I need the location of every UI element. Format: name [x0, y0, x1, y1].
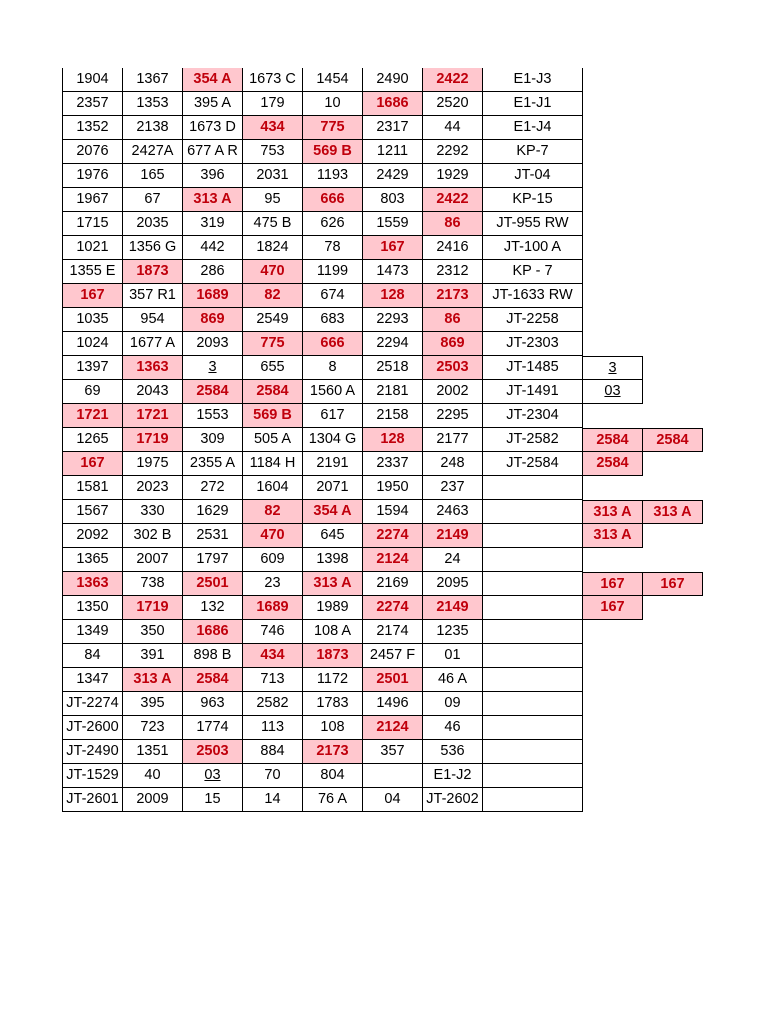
table-cell[interactable]: 738: [122, 572, 183, 596]
table-cell[interactable]: 2035: [122, 212, 183, 236]
table-cell[interactable]: [482, 596, 583, 620]
table-cell[interactable]: 1304 G: [302, 428, 363, 452]
table-row: [62, 404, 707, 428]
table-cell[interactable]: JT-1633 RW: [482, 284, 583, 308]
table-cell[interactable]: JT-04: [482, 164, 583, 188]
table-cell[interactable]: 1689: [182, 284, 243, 308]
table-cell[interactable]: 1594: [362, 500, 423, 524]
table-cell[interactable]: 2520: [422, 92, 483, 116]
table-cell[interactable]: 1035: [62, 308, 123, 332]
table-cell[interactable]: 2173: [302, 740, 363, 764]
table-row: [62, 476, 707, 500]
table-row: [62, 68, 707, 92]
table-cell[interactable]: 2457 F: [362, 644, 423, 668]
table-cell[interactable]: 2294: [362, 332, 423, 356]
table-cell[interactable]: 2149: [422, 596, 483, 620]
table-cell[interactable]: 2429: [362, 164, 423, 188]
table-cell[interactable]: 395: [122, 692, 183, 716]
table-cell[interactable]: 3: [182, 356, 243, 380]
table-cell[interactable]: 1719: [122, 596, 183, 620]
table-cell[interactable]: 1356 G: [122, 236, 183, 260]
table-cell[interactable]: 1581: [62, 476, 123, 500]
table-cell[interactable]: 1604: [242, 476, 303, 500]
table-cell[interactable]: 2295: [422, 404, 483, 428]
table-cell[interactable]: 1398: [302, 548, 363, 572]
table-cell[interactable]: 1397: [62, 356, 123, 380]
table-cell[interactable]: 1021: [62, 236, 123, 260]
table-cell[interactable]: 09: [422, 692, 483, 716]
table-cell[interactable]: JT-2600: [62, 716, 123, 740]
table-cell[interactable]: 2584: [582, 452, 643, 476]
table-cell[interactable]: [482, 548, 583, 572]
table-cell[interactable]: 2501: [182, 572, 243, 596]
table-cell[interactable]: 357 R1: [122, 284, 183, 308]
table-cell[interactable]: [482, 500, 583, 524]
table-cell[interactable]: 470: [242, 524, 303, 548]
table-row: [62, 716, 707, 740]
table-cell[interactable]: 1199: [302, 260, 363, 284]
table-cell[interactable]: JT-100 A: [482, 236, 583, 260]
table-row: [62, 788, 707, 812]
table-cell[interactable]: 2293: [362, 308, 423, 332]
table-cell[interactable]: 655: [242, 356, 303, 380]
table-cell[interactable]: 869: [182, 308, 243, 332]
table-cell[interactable]: 1629: [182, 500, 243, 524]
table-cell[interactable]: 248: [422, 452, 483, 476]
table-row: [62, 572, 707, 596]
table-cell[interactable]: 8: [302, 356, 363, 380]
table-row: [62, 740, 707, 764]
table-cell[interactable]: 167: [62, 452, 123, 476]
table-cell[interactable]: 2177: [422, 428, 483, 452]
table-cell[interactable]: 2191: [302, 452, 363, 476]
table-cell[interactable]: E1-J2: [422, 764, 483, 788]
table-cell[interactable]: JT-2258: [482, 308, 583, 332]
table-cell[interactable]: 626: [302, 212, 363, 236]
table-cell[interactable]: [482, 644, 583, 668]
table-cell[interactable]: JT-2303: [482, 332, 583, 356]
table-cell[interactable]: 1567: [62, 500, 123, 524]
table-cell[interactable]: 2337: [362, 452, 423, 476]
table-cell[interactable]: 1824: [242, 236, 303, 260]
table-row: [62, 692, 707, 716]
table-cell[interactable]: [482, 764, 583, 788]
table-cell[interactable]: 2422: [422, 68, 483, 92]
table-cell[interactable]: 505 A: [242, 428, 303, 452]
table-cell[interactable]: 76 A: [302, 788, 363, 812]
table-cell[interactable]: [482, 716, 583, 740]
table-cell[interactable]: 24: [422, 548, 483, 572]
table-cell[interactable]: 165: [122, 164, 183, 188]
table-cell[interactable]: 2076: [62, 140, 123, 164]
table-cell[interactable]: 391: [122, 644, 183, 668]
table-cell[interactable]: 803: [362, 188, 423, 212]
table-cell[interactable]: 357: [362, 740, 423, 764]
table-cell[interactable]: 1689: [242, 596, 303, 620]
table-cell[interactable]: 14: [242, 788, 303, 812]
table-cell[interactable]: 46 A: [422, 668, 483, 692]
table-cell[interactable]: 2092: [62, 524, 123, 548]
table-cell[interactable]: 350: [122, 620, 183, 644]
table-row: [62, 308, 707, 332]
table-cell[interactable]: 666: [302, 332, 363, 356]
table-cell[interactable]: JT-2601: [62, 788, 123, 812]
table-cell[interactable]: 1352: [62, 116, 123, 140]
table-cell[interactable]: 2422: [422, 188, 483, 212]
table-cell[interactable]: 330: [122, 500, 183, 524]
table-cell[interactable]: 1349: [62, 620, 123, 644]
table-cell[interactable]: JT-2602: [422, 788, 483, 812]
table-cell[interactable]: 70: [242, 764, 303, 788]
table-cell[interactable]: 2071: [302, 476, 363, 500]
table-row: [62, 452, 707, 476]
table-cell[interactable]: 1024: [62, 332, 123, 356]
table-cell[interactable]: 569 B: [242, 404, 303, 428]
table-cell[interactable]: 898 B: [182, 644, 243, 668]
table-cell[interactable]: 2584: [242, 380, 303, 404]
table-cell[interactable]: 713: [242, 668, 303, 692]
table-cell[interactable]: 313 A: [122, 668, 183, 692]
table-cell[interactable]: 179: [242, 92, 303, 116]
table-cell[interactable]: 1265: [62, 428, 123, 452]
table-cell[interactable]: 1721: [122, 404, 183, 428]
table-cell[interactable]: 313 A: [642, 500, 703, 524]
table-cell[interactable]: JT-1491: [482, 380, 583, 404]
table-cell[interactable]: 2138: [122, 116, 183, 140]
table-cell[interactable]: 2292: [422, 140, 483, 164]
table-cell[interactable]: 1365: [62, 548, 123, 572]
table-cell[interactable]: 1873: [122, 260, 183, 284]
table-row: [62, 500, 707, 524]
table-row: [62, 644, 707, 668]
table-cell[interactable]: 617: [302, 404, 363, 428]
table-cell[interactable]: 2531: [182, 524, 243, 548]
table-cell[interactable]: 1783: [302, 692, 363, 716]
table-cell[interactable]: 237: [422, 476, 483, 500]
table-cell[interactable]: 2031: [242, 164, 303, 188]
table-cell[interactable]: 2093: [182, 332, 243, 356]
table-row: [62, 332, 707, 356]
table-cell[interactable]: 3: [582, 356, 643, 380]
table-cell[interactable]: 434: [242, 116, 303, 140]
table-cell[interactable]: 1967: [62, 188, 123, 212]
table-cell[interactable]: JT-1485: [482, 356, 583, 380]
table-cell[interactable]: 132: [182, 596, 243, 620]
table-cell[interactable]: 2007: [122, 548, 183, 572]
table-cell[interactable]: 128: [362, 284, 423, 308]
table-cell[interactable]: [482, 524, 583, 548]
table-cell[interactable]: 775: [242, 332, 303, 356]
table-cell[interactable]: 2009: [122, 788, 183, 812]
table-cell[interactable]: 2503: [182, 740, 243, 764]
table-cell[interactable]: JT-1529: [62, 764, 123, 788]
table-cell[interactable]: JT-2274: [62, 692, 123, 716]
table-cell[interactable]: 69: [62, 380, 123, 404]
table-cell[interactable]: 302 B: [122, 524, 183, 548]
table-cell[interactable]: 2416: [422, 236, 483, 260]
table-cell[interactable]: 2002: [422, 380, 483, 404]
table-cell[interactable]: 470: [242, 260, 303, 284]
table-cell[interactable]: 46: [422, 716, 483, 740]
table-cell[interactable]: [482, 740, 583, 764]
table-cell[interactable]: 82: [242, 500, 303, 524]
table-row: [62, 596, 707, 620]
table-cell[interactable]: E1-J4: [482, 116, 583, 140]
table-cell[interactable]: KP - 7: [482, 260, 583, 284]
table-cell[interactable]: 475 B: [242, 212, 303, 236]
table-cell[interactable]: 286: [182, 260, 243, 284]
table-cell[interactable]: 775: [302, 116, 363, 140]
table-cell[interactable]: 113: [242, 716, 303, 740]
table-cell[interactable]: 1975: [122, 452, 183, 476]
table-cell[interactable]: 44: [422, 116, 483, 140]
table-cell[interactable]: 2584: [182, 380, 243, 404]
table-cell[interactable]: 2312: [422, 260, 483, 284]
table-cell[interactable]: 84: [62, 644, 123, 668]
table-row: [62, 668, 707, 692]
table-cell[interactable]: 1774: [182, 716, 243, 740]
table-cell[interactable]: 272: [182, 476, 243, 500]
table-row: [62, 356, 707, 380]
table-cell[interactable]: 723: [122, 716, 183, 740]
table-cell[interactable]: 2181: [362, 380, 423, 404]
table-cell[interactable]: 954: [122, 308, 183, 332]
table-cell[interactable]: 1686: [362, 92, 423, 116]
table-cell[interactable]: 2124: [362, 548, 423, 572]
table-cell[interactable]: 645: [302, 524, 363, 548]
table-row: [62, 164, 707, 188]
table-row: [62, 524, 707, 548]
table-cell[interactable]: 82: [242, 284, 303, 308]
table-cell[interactable]: 1235: [422, 620, 483, 644]
table-cell[interactable]: 2584: [642, 428, 703, 452]
table-cell[interactable]: 313 A: [182, 188, 243, 212]
table-row: [62, 188, 707, 212]
table-cell[interactable]: 128: [362, 428, 423, 452]
table-cell[interactable]: 1350: [62, 596, 123, 620]
table-cell[interactable]: 753: [242, 140, 303, 164]
table-row: [62, 380, 707, 404]
table-cell[interactable]: 1721: [62, 404, 123, 428]
table-cell[interactable]: 1673 D: [182, 116, 243, 140]
table-row: [62, 548, 707, 572]
table-cell[interactable]: 309: [182, 428, 243, 452]
table-cell[interactable]: 313 A: [582, 500, 643, 524]
table-cell[interactable]: [482, 620, 583, 644]
table-cell[interactable]: [482, 572, 583, 596]
table-cell[interactable]: JT-955 RW: [482, 212, 583, 236]
table-cell[interactable]: 1363: [62, 572, 123, 596]
table-cell[interactable]: 666: [302, 188, 363, 212]
table-row: [62, 140, 707, 164]
table-cell[interactable]: 2503: [422, 356, 483, 380]
table-cell[interactable]: 354 A: [302, 500, 363, 524]
table-cell[interactable]: 1715: [62, 212, 123, 236]
table-cell[interactable]: 2317: [362, 116, 423, 140]
table-cell[interactable]: 963: [182, 692, 243, 716]
table-cell[interactable]: 2355 A: [182, 452, 243, 476]
table-cell[interactable]: [482, 668, 583, 692]
table-cell[interactable]: 1184 H: [242, 452, 303, 476]
table-cell[interactable]: 95: [242, 188, 303, 212]
table-cell[interactable]: 569 B: [302, 140, 363, 164]
table-cell[interactable]: 2023: [122, 476, 183, 500]
table-cell[interactable]: 683: [302, 308, 363, 332]
table-cell[interactable]: [482, 692, 583, 716]
table-cell[interactable]: 108: [302, 716, 363, 740]
table-row: [62, 212, 707, 236]
table-cell[interactable]: JT-2584: [482, 452, 583, 476]
table-cell[interactable]: KP-7: [482, 140, 583, 164]
table-cell[interactable]: 78: [302, 236, 363, 260]
table-row: [62, 620, 707, 644]
table-cell[interactable]: 1560 A: [302, 380, 363, 404]
table-cell[interactable]: [482, 788, 583, 812]
table-cell[interactable]: 2549: [242, 308, 303, 332]
table-cell[interactable]: 1553: [182, 404, 243, 428]
table-cell[interactable]: 677 A R: [182, 140, 243, 164]
table-cell[interactable]: 67: [122, 188, 183, 212]
table-cell[interactable]: 1677 A: [122, 332, 183, 356]
table-cell[interactable]: 1673 C: [242, 68, 303, 92]
table-cell[interactable]: 04: [362, 788, 423, 812]
table-cell[interactable]: 86: [422, 308, 483, 332]
table-cell[interactable]: 1351: [122, 740, 183, 764]
table-cell[interactable]: 1797: [182, 548, 243, 572]
table-cell[interactable]: 396: [182, 164, 243, 188]
table-row: [62, 284, 707, 308]
table-cell[interactable]: KP-15: [482, 188, 583, 212]
table-cell[interactable]: 1496: [362, 692, 423, 716]
table-cell[interactable]: 434: [242, 644, 303, 668]
table-cell[interactable]: 869: [422, 332, 483, 356]
table-cell[interactable]: E1-J1: [482, 92, 583, 116]
table-cell[interactable]: 1211: [362, 140, 423, 164]
table-cell[interactable]: 1353: [122, 92, 183, 116]
table-cell[interactable]: 536: [422, 740, 483, 764]
table-cell[interactable]: 804: [302, 764, 363, 788]
table-cell[interactable]: 2274: [362, 524, 423, 548]
table-cell[interactable]: 1473: [362, 260, 423, 284]
table-cell[interactable]: JT-2582: [482, 428, 583, 452]
table-cell[interactable]: 10: [302, 92, 363, 116]
table-cell[interactable]: [362, 764, 423, 788]
table-cell[interactable]: 1347: [62, 668, 123, 692]
table-cell[interactable]: 2584: [182, 668, 243, 692]
table-cell[interactable]: 2043: [122, 380, 183, 404]
table-cell[interactable]: E1-J3: [482, 68, 583, 92]
table-cell[interactable]: 2124: [362, 716, 423, 740]
table-cell[interactable]: JT-2304: [482, 404, 583, 428]
table-cell[interactable]: 86: [422, 212, 483, 236]
table-cell[interactable]: 313 A: [302, 572, 363, 596]
table-cell[interactable]: 1904: [62, 68, 123, 92]
table-cell[interactable]: 2149: [422, 524, 483, 548]
table-cell[interactable]: [482, 476, 583, 500]
table-cell[interactable]: 1950: [362, 476, 423, 500]
table-cell[interactable]: 2501: [362, 668, 423, 692]
table-cell[interactable]: 2584: [582, 428, 643, 452]
table-cell[interactable]: 1719: [122, 428, 183, 452]
table-cell[interactable]: 01: [422, 644, 483, 668]
table-row: [62, 764, 707, 788]
table-cell[interactable]: 40: [122, 764, 183, 788]
table-cell[interactable]: 354 A: [182, 68, 243, 92]
table-cell[interactable]: 1873: [302, 644, 363, 668]
table-cell[interactable]: 03: [182, 764, 243, 788]
table-cell[interactable]: 1355 E: [62, 260, 123, 284]
table-cell[interactable]: 15: [182, 788, 243, 812]
table-row: [62, 428, 707, 452]
table-cell[interactable]: 2463: [422, 500, 483, 524]
table-cell[interactable]: 167: [582, 572, 643, 596]
table-cell[interactable]: 2490: [362, 68, 423, 92]
table-cell[interactable]: 2174: [362, 620, 423, 644]
table-cell[interactable]: 2427A: [122, 140, 183, 164]
table-cell[interactable]: 1367: [122, 68, 183, 92]
table-cell[interactable]: 2158: [362, 404, 423, 428]
table-cell[interactable]: 167: [362, 236, 423, 260]
table-cell[interactable]: 2582: [242, 692, 303, 716]
table-cell[interactable]: 1686: [182, 620, 243, 644]
table-cell[interactable]: 1929: [422, 164, 483, 188]
table-cell[interactable]: 167: [582, 596, 643, 620]
table-cell[interactable]: 2518: [362, 356, 423, 380]
table-cell[interactable]: 2169: [362, 572, 423, 596]
table-cell[interactable]: 1172: [302, 668, 363, 692]
table-row: [62, 236, 707, 260]
table-cell[interactable]: 2095: [422, 572, 483, 596]
table-cell[interactable]: 1989: [302, 596, 363, 620]
table-cell[interactable]: 1976: [62, 164, 123, 188]
table-cell[interactable]: 609: [242, 548, 303, 572]
table-cell[interactable]: JT-2490: [62, 740, 123, 764]
table-cell[interactable]: 746: [242, 620, 303, 644]
table-cell[interactable]: 1454: [302, 68, 363, 92]
table-cell[interactable]: 1559: [362, 212, 423, 236]
table-row: [62, 92, 707, 116]
table-row: [62, 260, 707, 284]
table-cell[interactable]: 884: [242, 740, 303, 764]
table-cell[interactable]: 313 A: [582, 524, 643, 548]
table-cell[interactable]: 108 A: [302, 620, 363, 644]
table-cell[interactable]: 442: [182, 236, 243, 260]
table-cell[interactable]: 2173: [422, 284, 483, 308]
table-cell[interactable]: 23: [242, 572, 303, 596]
table-cell[interactable]: 167: [642, 572, 703, 596]
table-row: [62, 116, 707, 140]
table-cell[interactable]: 2274: [362, 596, 423, 620]
table-cell[interactable]: 167: [62, 284, 123, 308]
table-cell[interactable]: 1363: [122, 356, 183, 380]
table-cell[interactable]: 395 A: [182, 92, 243, 116]
table-cell[interactable]: 2357: [62, 92, 123, 116]
table-cell[interactable]: 319: [182, 212, 243, 236]
table-cell[interactable]: 03: [582, 380, 643, 404]
table-cell[interactable]: 1193: [302, 164, 363, 188]
table-cell[interactable]: 674: [302, 284, 363, 308]
